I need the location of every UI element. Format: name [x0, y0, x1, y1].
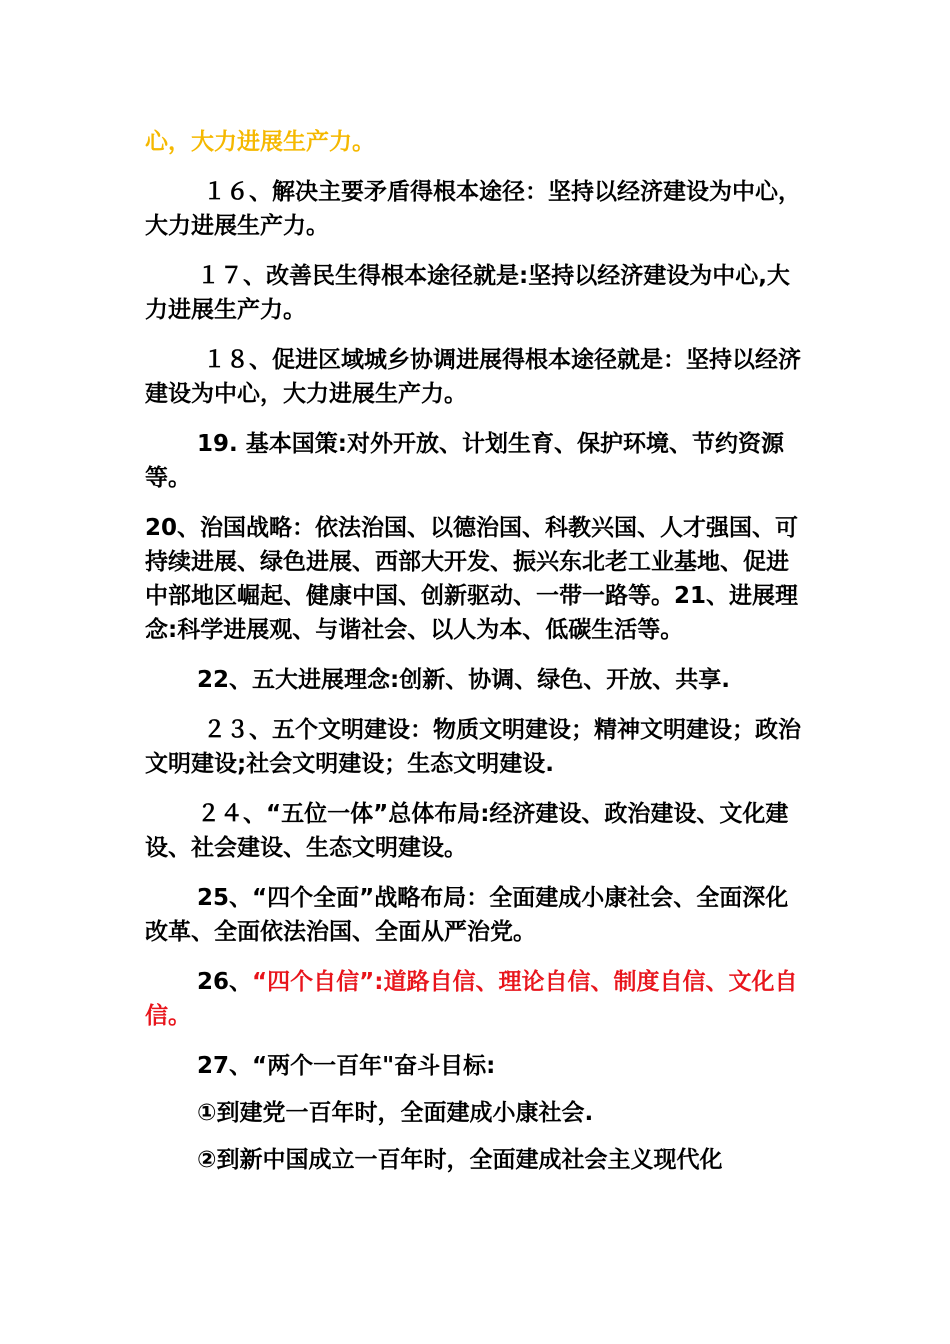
paragraph-26-highlight: “四个自信”:道路自信、理论自信、制度自信、文化自信。	[145, 969, 798, 1029]
paragraph-20-21: 20、治国战略：依法治国、以德治国、科教兴国、人才强国、可持续进展、绿色进展、西部大开发、振兴东北老工业基地、促进中部地区崛起、健康中国、创新驱动、一带一路等。21、进展理念:科学进展观、与谐社会、以人为本、低碳生活等。	[145, 515, 799, 643]
paragraph-17: １７、改善民生得根本途径就是:坚持以经济建设为中心,大力进展生产力。	[145, 263, 790, 323]
paragraph-16: １６、解决主要矛盾得根本途径：坚持以经济建设为中心，大力进展生产力。	[145, 179, 801, 239]
paragraph-24: ２４、“五位一体”总体布局:经济建设、政治建设、文化建设、社会建设、生态文明建设。	[145, 801, 789, 861]
paragraph-continuation: 心，大力进展生产力。	[145, 129, 375, 155]
paragraph-18: １８、促进区域城乡协调进展得根本途径就是：坚持以经济建设为中心，大力进展生产力。	[145, 347, 801, 407]
paragraph-27-item-2: ②到新中国成立一百年时，全面建成社会主义现代化	[197, 1147, 723, 1173]
paragraph-27-item-1: ①到建党一百年时，全面建成小康社会.	[197, 1100, 594, 1126]
document-body	[145, 125, 810, 1190]
paragraph-25: 25、“四个全面”战略布局：全面建成小康社会、全面深化改革、全面依法治国、全面从严治党。	[145, 885, 789, 945]
paragraph-22: 22、五大进展理念:创新、协调、绿色、开放、共享.	[197, 667, 730, 693]
paragraph-27: 27、“两个一百年"奋斗目标:	[197, 1053, 496, 1079]
paragraph-26-number: 26、	[197, 969, 253, 995]
paragraph-26	[145, 965, 810, 1033]
paragraph-23: ２３、五个文明建设：物质文明建设；精神文明建设；政治文明建设;社会文明建设；生态文明建设.	[145, 717, 801, 777]
paragraph-19: 19. 基本国策:对外开放、计划生育、保护环境、节约资源等。	[145, 431, 784, 491]
